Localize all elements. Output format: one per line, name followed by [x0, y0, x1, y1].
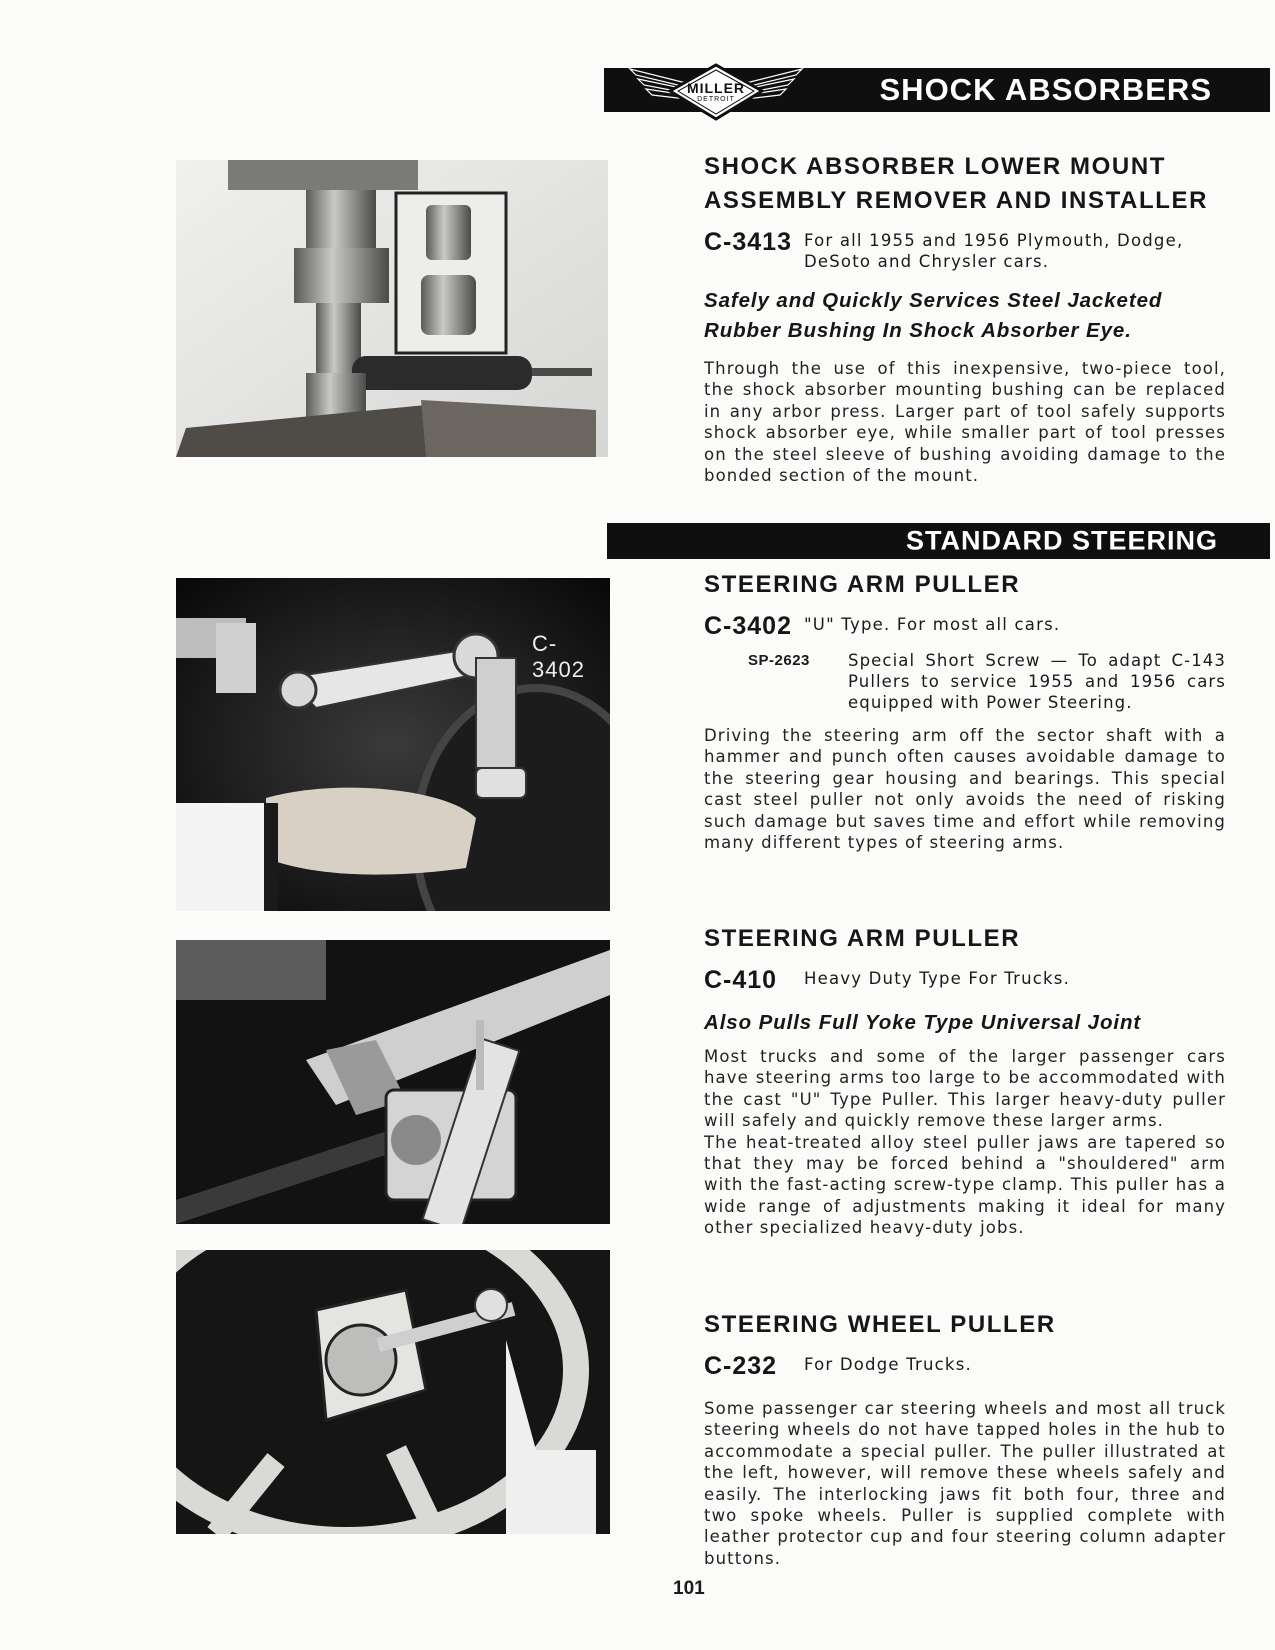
photo-steering-arm-puller-c410	[176, 940, 610, 1224]
sub-part-number: SP-2623	[748, 652, 810, 669]
page-number: 101	[673, 1578, 705, 1599]
photo-steering-arm-puller-c3402	[176, 578, 610, 911]
heading-line: SHOCK ABSORBER LOWER MOUNT	[704, 153, 1167, 180]
item-body: Driving the steering arm off the sector shaft with a hammer and punch often causes avoidable damage to the steering gear housing and bearings. This special cast steel puller not only avoids the need of risking such damage but saves time and effort while removing many different types of steering arms.	[704, 726, 1226, 853]
part-description: For Dodge Trucks.	[804, 1355, 972, 1374]
item-body: The heat-treated alloy steel puller jaws are tapered so that they may be forced behind a "shouldered" arm with the fast-acting screw-type clamp. This puller has a wide range of adjustments making it ideal for many other specialized heavy-duty jobs.	[704, 1132, 1226, 1238]
item-heading: STEERING WHEEL PULLER	[704, 1311, 1056, 1338]
part-number: C-410	[704, 966, 778, 994]
miller-logo	[628, 61, 804, 123]
section-title: STANDARD STEERING	[905, 525, 1218, 556]
logo-text: MILLER	[686, 80, 746, 96]
item-steering-arm-puller-u-type	[704, 568, 1226, 853]
item-body: Through the use of this inexpensive, two-piece tool, the shock absorber mounting bushing can be replaced in any arbor press. Larger part of tool safely supports shock absorber eye, while smaller part of tool presses on the steel sleeve of bushing avoiding damage to the bonded section of the mount.	[704, 359, 1226, 486]
item-tagline: Also Pulls Full Yoke Type Universal Joint	[704, 1011, 1142, 1034]
sub-part-row	[748, 650, 1226, 713]
part-description: Heavy Duty Type For Trucks.	[804, 969, 1071, 988]
part-number: C-3413	[704, 228, 792, 256]
part-row	[704, 228, 1226, 272]
part-number: C-3402	[704, 612, 792, 640]
part-description: For all 1955 and 1956 Plymouth, Dodge, DeSoto and Chrysler cars.	[804, 231, 1184, 271]
item-body: Some passenger car steering wheels and most all truck steering wheels do not have tapped holes in the hub to accommodate a special puller. The puller illustrated at the left, however, will remove these wheels safely and easily. The interlocking jaws fit both four, three and two spoke wheels. Puller is supplied complete with leather protector cup and four steering column adapter buttons.	[704, 1399, 1226, 1568]
photo-callout-label: C-3402	[532, 631, 585, 682]
item-shock-absorber-mount	[704, 150, 1226, 486]
section-band-standard-steering	[607, 523, 1270, 559]
part-row	[704, 612, 1226, 640]
item-steering-wheel-puller	[704, 1308, 1226, 1569]
part-row	[704, 1352, 1226, 1380]
item-steering-arm-puller-heavy-duty	[704, 922, 1226, 1239]
photo-steering-wheel-puller-c232	[176, 1250, 610, 1534]
item-body: Most trucks and some of the larger passenger cars have steering arms too large to be accommodated with the cast "U" Type Puller. This larger heavy-duty puller will safely and quickly remove these larger arms.	[704, 1047, 1226, 1131]
part-description: "U" Type. For most all cars.	[804, 615, 1061, 634]
part-row	[704, 966, 1226, 994]
item-heading: STEERING ARM PULLER	[704, 571, 1021, 598]
item-tagline: Safely and Quickly Services Steel Jacketed Rubber Bushing In Shock Absorber Eye.	[704, 289, 1163, 342]
sub-part-description: Special Short Screw — To adapt C-143 Pullers to service 1955 and 1956 cars equipped with Power Steering.	[848, 651, 1226, 712]
logo-subtext: DETROIT	[697, 96, 735, 103]
heading-line: ASSEMBLY REMOVER AND INSTALLER	[704, 187, 1209, 214]
photo-shock-absorber-tool	[176, 160, 608, 457]
section-title: SHOCK ABSORBERS	[879, 72, 1212, 107]
item-heading	[704, 150, 1226, 218]
part-number: C-232	[704, 1352, 778, 1380]
item-heading: STEERING ARM PULLER	[704, 925, 1021, 952]
